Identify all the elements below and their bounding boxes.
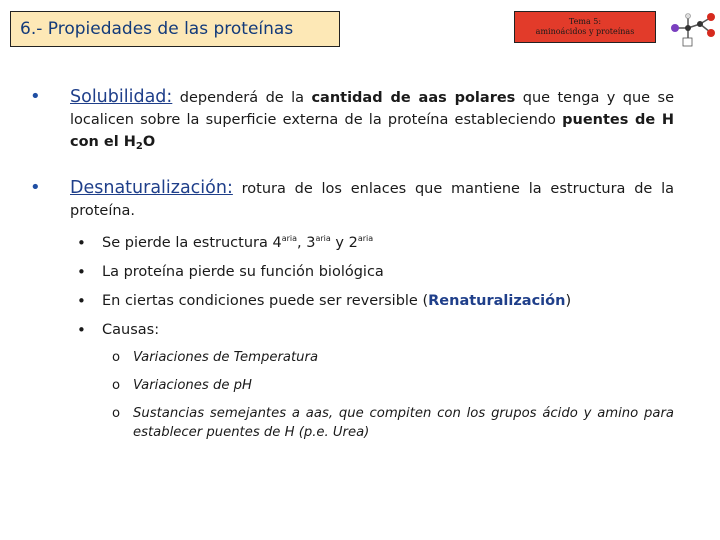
solubility-paragraph: • Solubilidad: dependerá de la cantidad de aas polares que tenga y que se localicen sobre la superficie externa de la proteína estableciendo puentes de H con el $H_2O$ (30, 86, 674, 152)
list-item: • Causas: (77, 320, 160, 339)
renaturation-term: Renaturalización (428, 292, 566, 309)
denaturation-paragraph: • Desnaturalización: rotura de los enlaces que mantiene la estructura de la proteína. (30, 177, 674, 222)
circle-bullet-icon: o (112, 350, 121, 365)
list-item: • En ciertas condiciones puede ser reversible (Renaturalización) (77, 291, 572, 310)
denaturation-list (77, 228, 674, 344)
circle-bullet-icon: o (112, 378, 121, 393)
bullet-icon: • (77, 291, 86, 310)
topic-line-1: Tema 5: (568, 17, 602, 26)
bullet-icon: • (77, 320, 86, 339)
cause-item: o Sustancias semejantes a aas, que compiten con los grupos ácido y amino para establecer puentes de H (p.e. Urea) (112, 406, 674, 440)
topic-box (514, 11, 656, 43)
topic-line-2: aminoácidos y proteínas (535, 27, 635, 36)
list-item: • La proteína pierde su función biológica (77, 262, 384, 281)
causes-list (112, 348, 674, 442)
slide-title (10, 11, 340, 47)
bullet-icon: • (30, 86, 41, 107)
slide-title-text: 6.- Propiedades de las proteínas (20, 19, 294, 39)
amino-acid-molecule-icon (662, 10, 718, 48)
solubility-term: Solubilidad: (70, 87, 173, 107)
list-item: • Se pierde la estructura $4^{aria}$, $3^{aria}$ y $2^{aria}$ (77, 233, 374, 252)
bullet-icon: • (77, 262, 86, 281)
circle-bullet-icon: o (112, 406, 121, 421)
cause-item: o Variaciones de Temperatura (112, 350, 319, 365)
slide-body (30, 86, 674, 442)
bullet-icon: • (77, 233, 86, 252)
cause-item: o Variaciones de pH (112, 378, 252, 393)
denaturation-term: Desnaturalización: (70, 178, 233, 198)
bullet-icon: • (30, 177, 41, 198)
